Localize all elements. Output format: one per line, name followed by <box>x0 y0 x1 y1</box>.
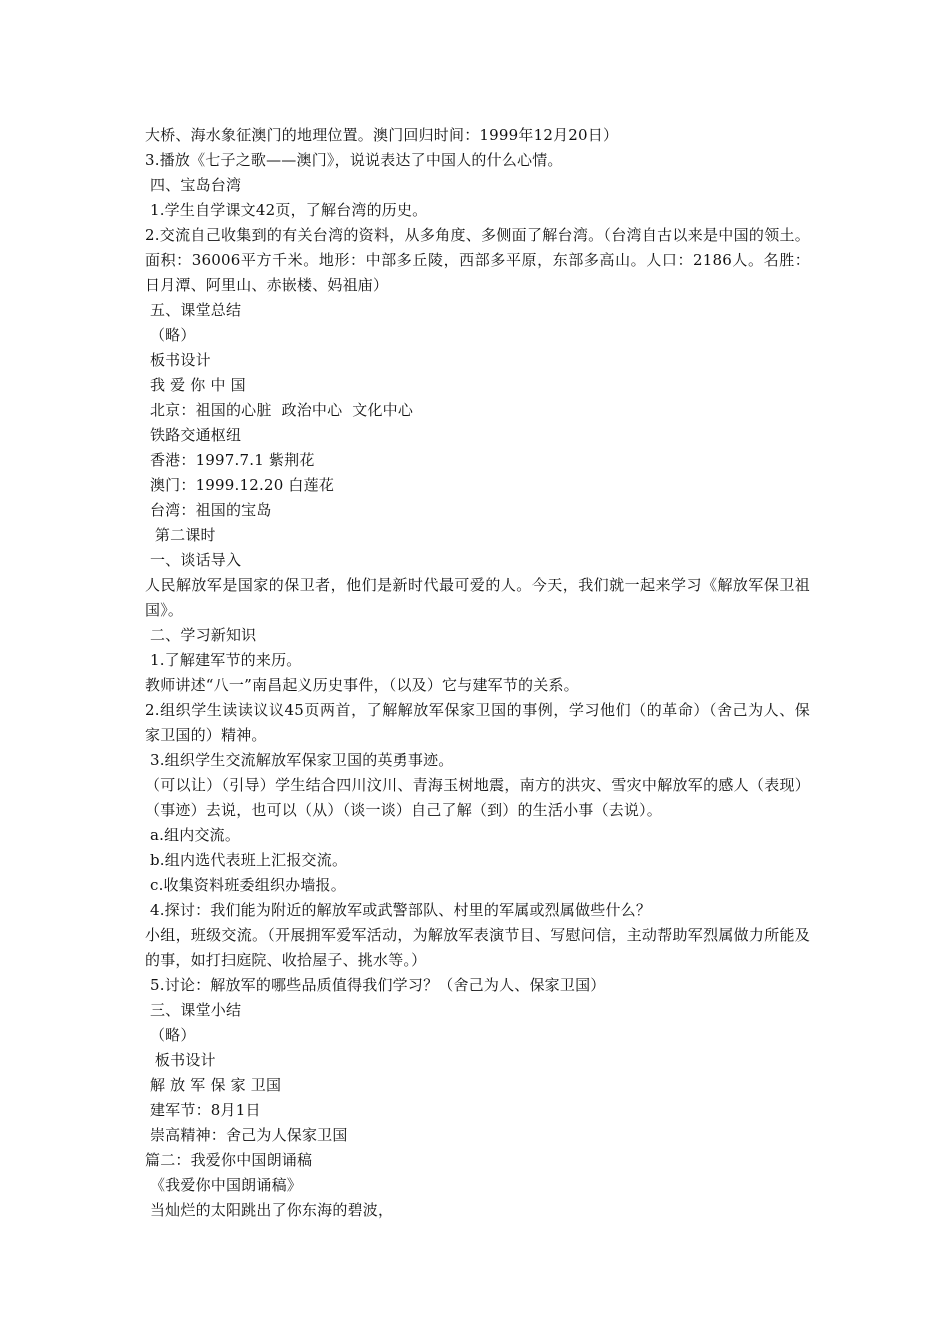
poem-title: 《我爱你中国朗诵稿》 <box>145 1176 302 1194</box>
text-line: c.收集资料班委组织办墙报。 <box>145 876 346 894</box>
text-line: 建军节：8月1日 <box>145 1101 261 1119</box>
text-line: 3.组织学生交流解放军保家卫国的英勇事迹。 <box>145 751 454 769</box>
board-title: 解 放 军 保 家 卫国 <box>145 1076 282 1094</box>
section-heading: 三、课堂小结 <box>145 1001 242 1019</box>
text-line: （略） <box>145 1026 196 1044</box>
text-line: 4.探讨：我们能为附近的解放军或武警部队、村里的军属或烈属做些什么？ <box>145 901 652 919</box>
text-line: 北京：祖国的心脏 政治中心 文化中心 <box>145 401 414 419</box>
text-paragraph: 2.组织学生读读议议45页两首，了解解放军保家卫国的事例，学习他们（的革命）（舍己为人、保家卫国的）精神。 <box>145 701 810 744</box>
section-heading: 二、学习新知识 <box>145 626 257 644</box>
text-line: 澳门：1999.12.20 白莲花 <box>145 476 335 494</box>
text-paragraph: 人民解放军是国家的保卫者，他们是新时代最可爱的人。今天，我们就一起来学习《解放军保卫祖国》。 <box>145 576 810 619</box>
section-heading: 板书设计 <box>145 351 211 369</box>
board-title: 我 爱 你 中 国 <box>145 376 246 394</box>
section-heading: 五、课堂总结 <box>145 301 242 319</box>
text-line: 铁路交通枢纽 <box>145 426 242 444</box>
section-heading: 第二课时 <box>145 526 216 544</box>
text-line: a.组内交流。 <box>145 826 241 844</box>
section-heading: 一、谈话导入 <box>145 551 242 569</box>
text-paragraph: （可以让）（引导）学生结合四川汶川、青海玉树地震，南方的洪灾、雪灾中解放军的感人（表现）（事迹）去说，也可以（从）（谈一谈）自己了解（到）的生活小事（去说）。 <box>145 776 810 819</box>
section-heading: 四、宝岛台湾 <box>145 176 242 194</box>
text-line: 3.播放《七子之歌——澳门》，说说表达了中国人的什么心情。 <box>145 151 563 169</box>
document-body <box>145 123 810 1223</box>
text-paragraph: 2.交流自己收集到的有关台湾的资料，从多角度、多侧面了解台湾。（台湾自古以来是中国的领土。面积：36006平方千米。地形：中部多丘陵，西部多平原，东部多高山。人口：2186人。名胜：日月潭、阿里山、赤嵌楼、妈祖庙） <box>145 226 810 294</box>
text-line: 教师讲述“八一”南昌起义历史事件，（以及）它与建军节的关系。 <box>145 676 579 694</box>
section-heading: 板书设计 <box>145 1051 216 1069</box>
text-paragraph: 小组，班级交流。（开展拥军爱军活动，为解放军表演节目、写慰问信，主动帮助军烈属做力所能及的事，如打扫庭院、收拾屋子、挑水等。） <box>145 926 810 969</box>
text-line: 1.了解建军节的来历。 <box>145 651 302 669</box>
text-line: （略） <box>145 326 196 344</box>
text-line: 当灿烂的太阳跳出了你东海的碧波， <box>145 1201 394 1219</box>
text-line: 1.学生自学课文42页，了解台湾的历史。 <box>145 201 428 219</box>
text-line: 5.讨论：解放军的哪些品质值得我们学习？（舍己为人、保家卫国） <box>145 976 606 994</box>
text-line: 台湾：祖国的宝岛 <box>145 501 272 519</box>
text-line: 大桥、海水象征澳门的地理位置。澳门回归时间：1999年12月20日） <box>145 126 619 144</box>
text-line: 香港：1997.7.1 紫荆花 <box>145 451 315 469</box>
section-heading: 篇二：我爱你中国朗诵稿 <box>145 1151 313 1169</box>
text-line: b.组内选代表班上汇报交流。 <box>145 851 348 869</box>
text-line: 崇高精神：舍己为人保家卫国 <box>145 1126 348 1144</box>
